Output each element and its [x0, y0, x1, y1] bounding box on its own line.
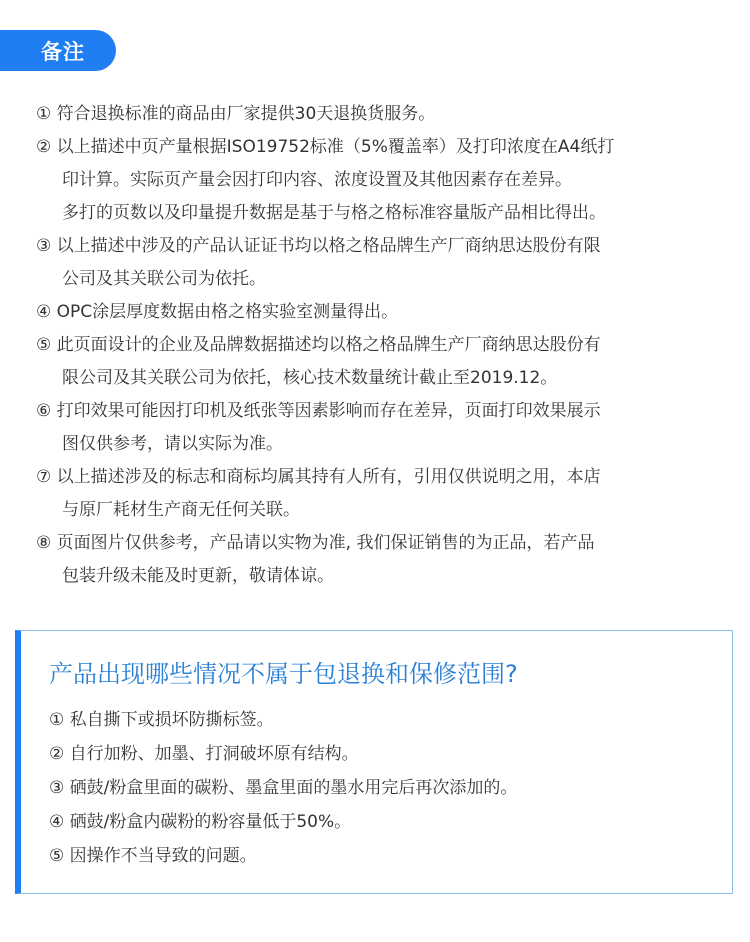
- note-1: [36, 98, 726, 131]
- note-line: ① 符合退换标准的商品由厂家提供30天退换货服务。: [36, 104, 436, 124]
- remarks-list: [36, 98, 726, 593]
- exclusion-item: ④ 硒鼓/粉盒内碳粉的粉容量低于50%。: [49, 812, 352, 832]
- exclusion-item: ① 私自撕下或损坏防撕标签。: [49, 710, 274, 730]
- note-3: [36, 230, 726, 296]
- note-line: ⑤ 此页面设计的企业及品牌数据描述均以格之格品牌生产厂商纳思达股份有: [36, 335, 601, 355]
- exclusion-item: ⑤ 因操作不当导致的问题。: [49, 846, 257, 866]
- note-line: ③ 以上描述中涉及的产品认证证书均以格之格品牌生产厂商纳思达股份有限: [36, 236, 601, 256]
- note-line: 与原厂耗材生产商无任何关联。: [62, 500, 300, 520]
- note-line: ⑧ 页面图片仅供参考，产品请以实物为准, 我们保证销售的为正品，若产品: [36, 533, 595, 553]
- exclusion-item: ② 自行加粉、加墨、打洞破坏原有结构。: [49, 744, 359, 764]
- warranty-exclusion-panel: [15, 630, 733, 894]
- note-line: ⑦ 以上描述涉及的标志和商标均属其持有人所有，引用仅供说明之用，本店: [36, 467, 601, 487]
- note-7: [36, 461, 726, 527]
- note-line: ② 以上描述中页产量根据ISO19752标准（5%覆盖率）及打印浓度在A4纸打: [36, 137, 615, 157]
- note-line: 印计算。实际页产量会因打印内容、浓度设置及其他因素存在差异。: [62, 170, 572, 190]
- note-8: [36, 527, 726, 593]
- exclusion-item: ③ 硒鼓/粉盒里面的碳粉、墨盒里面的墨水用完后再次添加的。: [49, 778, 518, 798]
- note-2: [36, 131, 726, 230]
- note-line: ⑥ 打印效果可能因打印机及纸张等因素影响而存在差异，页面打印效果展示: [36, 401, 601, 421]
- note-4: [36, 296, 726, 329]
- note-line: 包装升级未能及时更新，敬请体谅。: [62, 566, 334, 586]
- note-6: [36, 395, 726, 461]
- note-line: 公司及其关联公司为依托。: [62, 269, 266, 289]
- note-line: 多打的页数以及印量提升数据是基于与格之格标准容量版产品相比得出。: [62, 203, 606, 223]
- note-line: 图仅供参考，请以实际为准。: [62, 434, 283, 454]
- warranty-exclusion-list: [49, 703, 517, 873]
- warranty-exclusion-title: 产品出现哪些情况不属于包退换和保修范围?: [49, 660, 518, 688]
- note-5: [36, 329, 726, 395]
- note-line: 限公司及其关联公司为依托，核心技术数量统计截止至2019.12。: [62, 368, 558, 388]
- remarks-badge-label: 备注: [41, 39, 85, 64]
- remarks-badge: [0, 30, 116, 71]
- note-line: ④ OPC涂层厚度数据由格之格实验室测量得出。: [36, 302, 399, 322]
